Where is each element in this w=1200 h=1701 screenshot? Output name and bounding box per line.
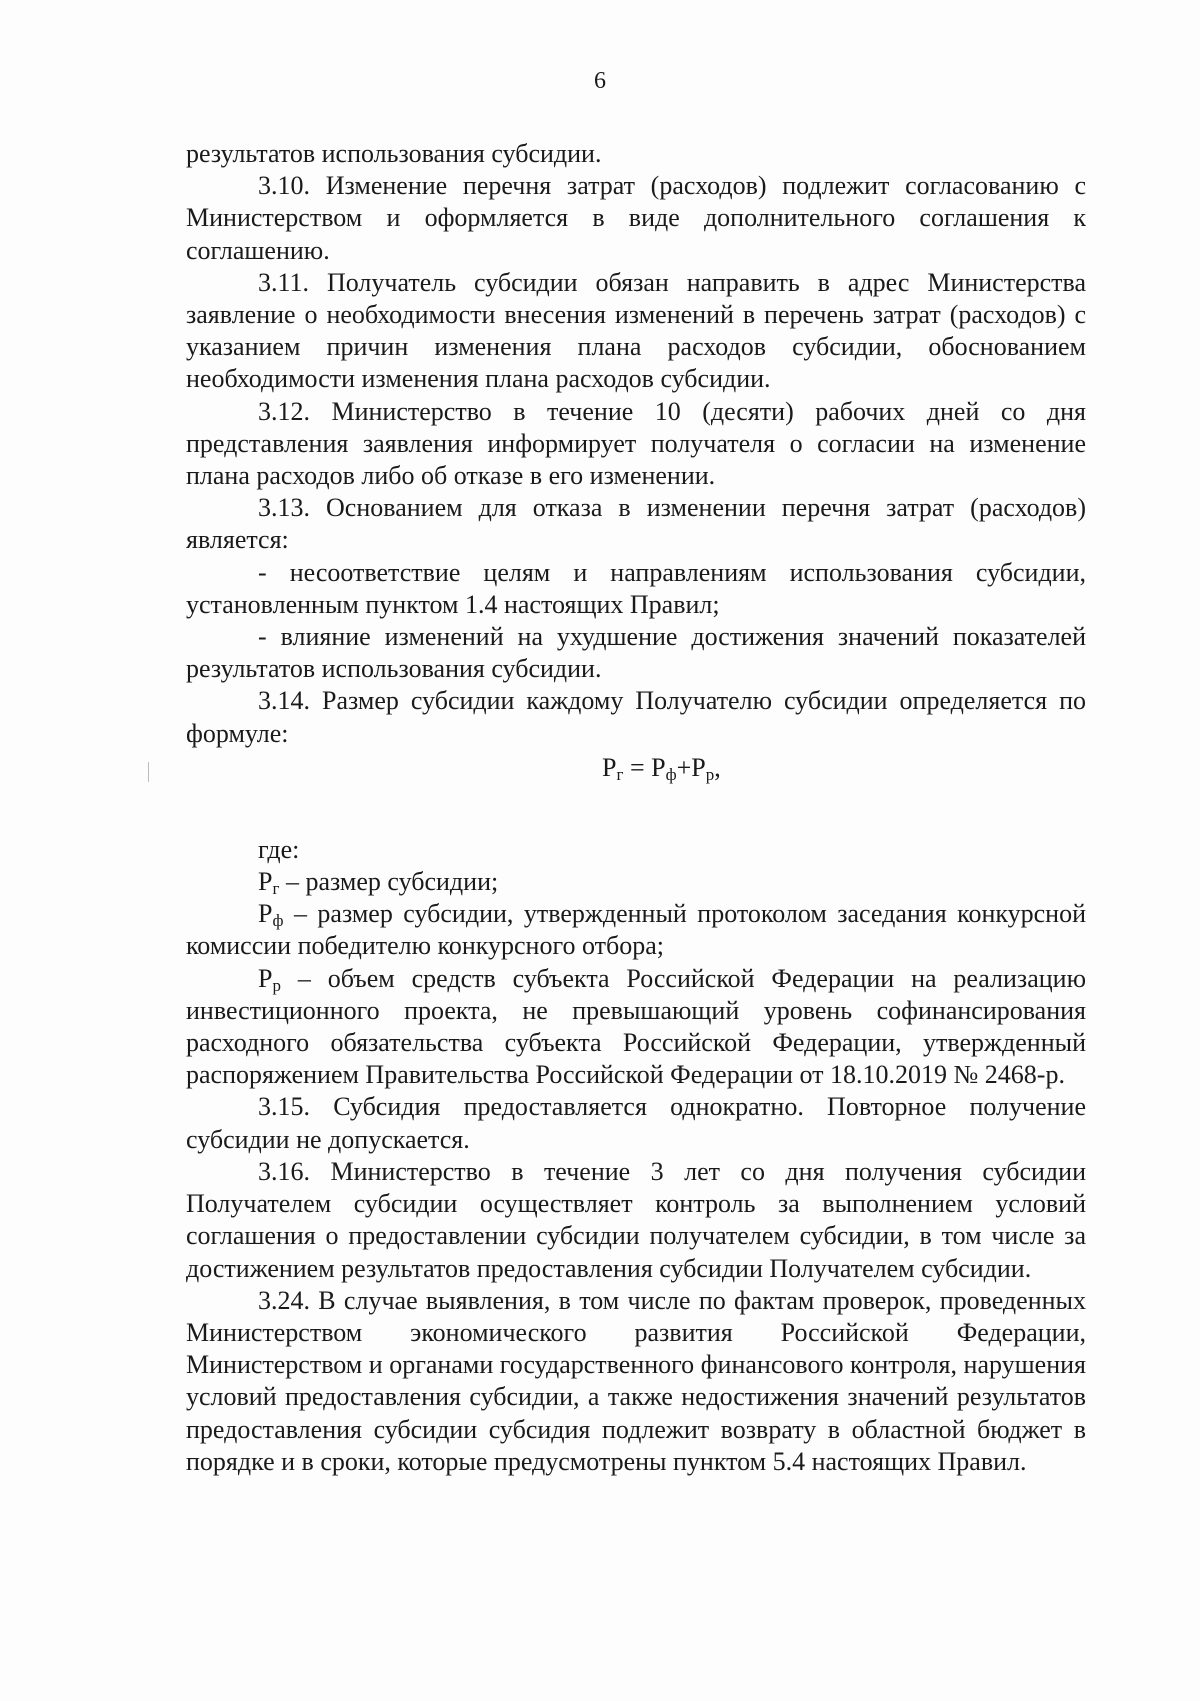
formula-subscript: ф: [665, 764, 677, 784]
formula-subscript: р: [705, 764, 715, 784]
formula-symbol: Р: [651, 752, 666, 782]
definition-pf: [186, 898, 1086, 962]
paragraph-3-24: 3.24. В случае выявления, в том числе по фактам проверок, проведенных Министерством экономического развития Российской Федерации, Министерством и органами государственного финансового контроля, нарушения условий предоставления субсидии, а также недостижения значений результатов предоставления субсидии субсидия подлежит возврату в областной бюджет в порядке и в сроки, которые предусмотрены пунктом 5.4 настоящих Правил.: [186, 1285, 1086, 1476]
formula-operator: =: [623, 752, 652, 782]
paragraph-continuation: результатов использования субсидии.: [186, 139, 602, 168]
formula-subscript: г: [616, 764, 624, 784]
paragraph-3-14: 3.14. Размер субсидии каждому Получателю субсидии определяется по формуле:: [186, 686, 1086, 748]
formula-operator: +: [676, 752, 692, 782]
paragraph-3-13: 3.13. Основанием для отказа в изменении перечня затрат (расходов) является:: [186, 493, 1086, 555]
paragraph-3-11: 3.11. Получатель субсидии обязан направить в адрес Министерства заявление о необходимости внесения изменений в перечень затрат (расходов) с указанием причин изменения плана расходов субсидии, обоснованием необходимости изменения плана расходов субсидии.: [186, 267, 1086, 394]
paragraph-3-15: 3.15. Субсидия предоставляется однократно. Повторное получение субсидии не допускается.: [186, 1092, 1086, 1154]
definition-text: – размер субсидии, утвержденный протоколом заседания конкурсной комиссии победителю конкурсного отбора;: [186, 899, 1086, 961]
list-item-reason-1: - несоответствие целям и направлениям использования субсидии, установленным пунктом 1.4 настоящих Правил;: [186, 557, 1086, 619]
definition-subscript: р: [272, 975, 281, 995]
document-body: [186, 138, 1086, 1478]
definition-symbol: Р: [258, 899, 273, 929]
definition-subscript: ф: [272, 911, 284, 931]
paragraph-3-16: 3.16. Министерство в течение 3 лет со дня получения субсидии Получателем субсидии осуществляет контроль за выполнением условий соглашения о предоставлении субсидии получателем субсидии, в том числе за достижением результатов предоставления субсидии Получателем субсидии.: [186, 1156, 1086, 1283]
where-label: где:: [258, 834, 300, 864]
formula-punctuation: ,: [714, 752, 721, 782]
page-number: 6: [594, 68, 606, 94]
definition-pg: [186, 866, 1086, 898]
definition-subscript: г: [272, 879, 280, 899]
paragraph-3-10: 3.10. Изменение перечня затрат (расходов) подлежит согласованию с Министерством и оформляется в виде дополнительного соглашения к соглашению.: [186, 171, 1086, 265]
subsidy-formula: [186, 752, 1086, 834]
definition-symbol: Р: [258, 867, 273, 897]
formula-symbol: Р: [691, 752, 706, 782]
definition-text: – размер субсидии;: [279, 867, 499, 897]
formula-symbol: Р: [602, 752, 617, 782]
definition-symbol: Р: [258, 963, 273, 993]
margin-mark: [148, 762, 149, 782]
list-item-reason-2: - влияние изменений на ухудшение достижения значений показателей результатов использования субсидии.: [186, 622, 1086, 684]
definition-pr: [186, 963, 1086, 1092]
definition-text: – объем средств субъекта Российской Федерации на реализацию инвестиционного проекта, не превышающий уровень софинансирования расходного обязательства субъекта Российской Федерации, утвержденный распоряжением Правительства Российской Федерации от 18.10.2019 № 2468-р.: [186, 963, 1086, 1090]
paragraph-3-12: 3.12. Министерство в течение 10 (десяти) рабочих дней со дня представления заявления информирует получателя о согласии на изменение плана расходов либо об отказе в его изменении.: [186, 396, 1086, 491]
